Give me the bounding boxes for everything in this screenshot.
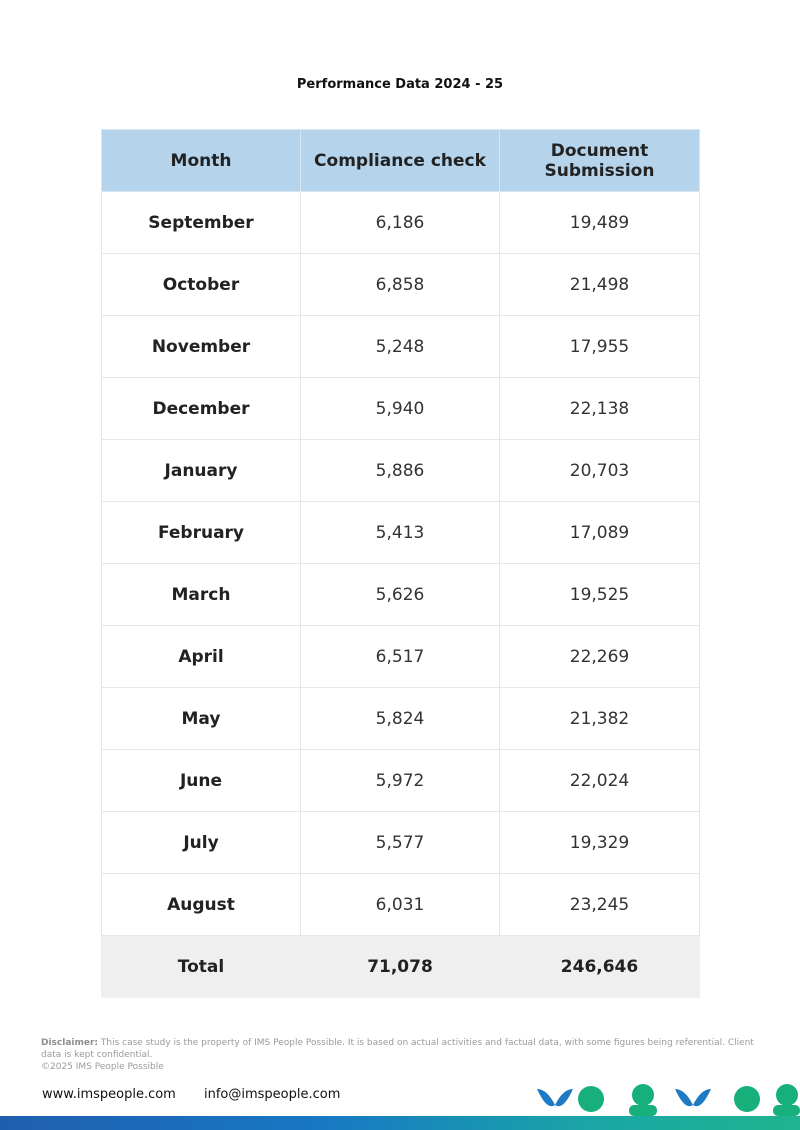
month-cell: February [102,502,301,564]
month-cell: August [102,874,301,936]
table-row [102,688,700,750]
table-row [102,626,700,688]
table-row [102,564,700,626]
compliance-cell: 5,886 [301,440,500,502]
table-row [102,254,700,316]
website-link[interactable]: www.imspeople.com [42,1087,176,1102]
submission-cell: 19,525 [500,564,700,626]
total-row [102,936,700,998]
page-title: Performance Data 2024 - 25 [296,77,504,92]
month-cell: January [102,440,301,502]
brand-pattern-graphic [535,1083,800,1116]
footer-gradient-bar [0,1116,800,1130]
submission-cell: 19,489 [500,192,700,254]
month-cell: April [102,626,301,688]
compliance-cell: 5,248 [301,316,500,378]
compliance-cell: 6,858 [301,254,500,316]
compliance-cell: 6,031 [301,874,500,936]
month-cell: May [102,688,301,750]
header-month: Month [102,130,301,192]
disclaimer-label: Disclaimer: [41,1038,99,1048]
compliance-cell: 5,626 [301,564,500,626]
submission-cell: 22,269 [500,626,700,688]
table-row [102,812,700,874]
month-cell: March [102,564,301,626]
month-cell: October [102,254,301,316]
table-row [102,316,700,378]
total-compliance: 71,078 [301,936,500,998]
submission-cell: 23,245 [500,874,700,936]
submission-cell: 19,329 [500,812,700,874]
month-cell: July [102,812,301,874]
month-cell: June [102,750,301,812]
table-header-row [102,130,700,192]
compliance-cell: 5,972 [301,750,500,812]
table-row [102,502,700,564]
month-cell: December [102,378,301,440]
header-document-submission: Document Submission [500,130,700,192]
submission-cell: 17,955 [500,316,700,378]
table-row [102,378,700,440]
compliance-cell: 5,577 [301,812,500,874]
email-link[interactable]: info@imspeople.com [204,1087,341,1102]
table-row [102,440,700,502]
table-row [102,874,700,936]
submission-cell: 21,382 [500,688,700,750]
disclaimer [41,1037,761,1073]
compliance-cell: 6,186 [301,192,500,254]
month-cell: November [102,316,301,378]
header-compliance-check: Compliance check [301,130,500,192]
submission-cell: 20,703 [500,440,700,502]
compliance-cell: 5,940 [301,378,500,440]
submission-cell: 22,024 [500,750,700,812]
submission-cell: 22,138 [500,378,700,440]
compliance-cell: 5,824 [301,688,500,750]
copyright-text: ©2025 IMS People Possible [41,1062,164,1072]
submission-cell: 21,498 [500,254,700,316]
table-row [102,750,700,812]
compliance-cell: 5,413 [301,502,500,564]
compliance-cell: 6,517 [301,626,500,688]
month-cell: September [102,192,301,254]
disclaimer-text: This case study is the property of IMS People Possible. It is based on actual activities and factual data, with some figures being referential. Client data is kept confidential. [41,1038,754,1060]
table-row [102,192,700,254]
performance-table [101,129,700,998]
submission-cell: 17,089 [500,502,700,564]
total-label: Total [102,936,301,998]
total-submission: 246,646 [500,936,700,998]
